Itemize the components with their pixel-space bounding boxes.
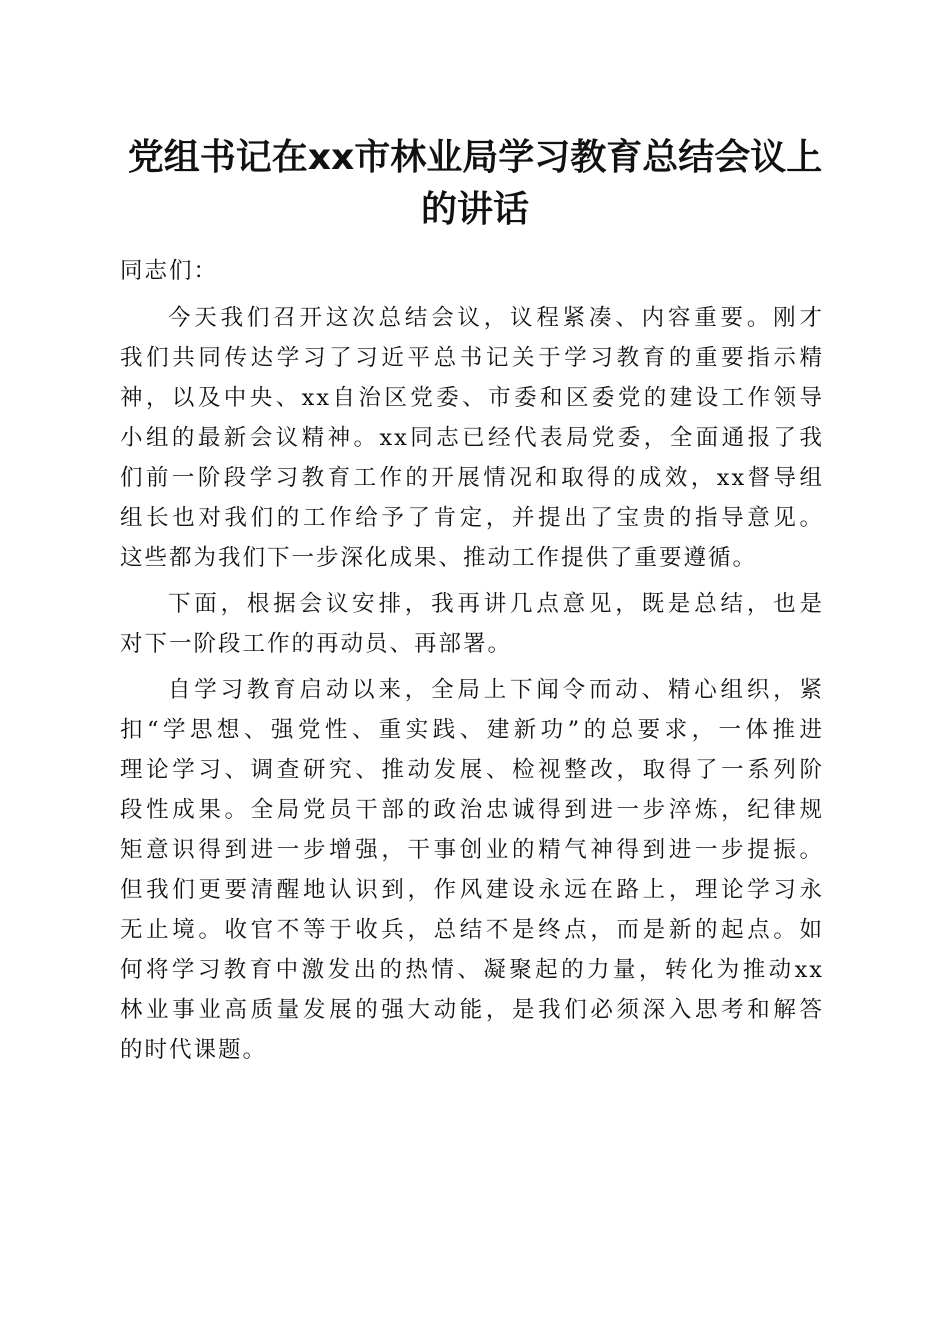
- paragraph-3: [120, 670, 824, 1070]
- paragraph-line: 这些都为我们下一步深化成果、推动工作提供了重要遵循。: [120, 545, 758, 571]
- paragraph-line: 小组的最新会议精神。xx同志已经代表局党委，全面通报了我: [120, 425, 824, 451]
- title-line-1: 党组书记在xx市林业局学习教育总结会议上: [127, 137, 823, 178]
- paragraph-line: 林业事业高质量发展的强大动能，是我们必须深入思考和解答: [120, 997, 824, 1023]
- paragraph-line: 理论学习、调查研究、推动发展、检视整改，取得了一系列阶: [120, 757, 824, 783]
- paragraph-line: 无止境。收官不等于收兵，总结不是终点，而是新的起点。如: [120, 917, 824, 943]
- paragraph-line: 矩意识得到进一步增强，干事创业的精气神得到进一步提振。: [120, 837, 824, 863]
- document-title: [110, 132, 840, 236]
- paragraph-line: 下面，根据会议安排，我再讲几点意见，既是总结，也是: [168, 591, 824, 617]
- document-body: [120, 251, 824, 1076]
- paragraph-line: 扣“学思想、强党性、重实践、建新功”的总要求，一体推进: [120, 717, 824, 743]
- paragraph-line: 对下一阶段工作的再动员、再部署。: [120, 631, 513, 657]
- title-line-2: 的讲话: [420, 189, 529, 230]
- paragraph-line: 组长也对我们的工作给予了肯定，并提出了宝贵的指导意见。: [120, 505, 824, 531]
- paragraph-line: 我们共同传达学习了习近平总书记关于学习教育的重要指示精: [120, 345, 824, 371]
- paragraph-line: 的时代课题。: [120, 1037, 268, 1063]
- paragraph-line: 自学习教育启动以来，全局上下闻令而动、精心组织，紧: [168, 677, 824, 703]
- paragraph-line: 但我们更要清醒地认识到，作风建设永远在路上，理论学习永: [120, 877, 824, 903]
- paragraph-1: [120, 298, 824, 578]
- paragraph-line: 今天我们召开这次总结会议，议程紧凑、内容重要。刚才: [168, 305, 824, 331]
- paragraph-line: 们前一阶段学习教育工作的开展情况和取得的成效，xx督导组: [120, 465, 824, 491]
- paragraph-line: 何将学习教育中激发出的热情、凝聚起的力量，转化为推动xx: [120, 957, 824, 983]
- paragraph-line: 段性成果。全局党员干部的政治忠诚得到进一步淬炼，纪律规: [120, 797, 824, 823]
- salutation: 同志们：: [120, 258, 219, 284]
- paragraph-line: 神，以及中央、xx自治区党委、市委和区委党的建设工作领导: [120, 385, 824, 411]
- paragraph-2: [120, 584, 824, 664]
